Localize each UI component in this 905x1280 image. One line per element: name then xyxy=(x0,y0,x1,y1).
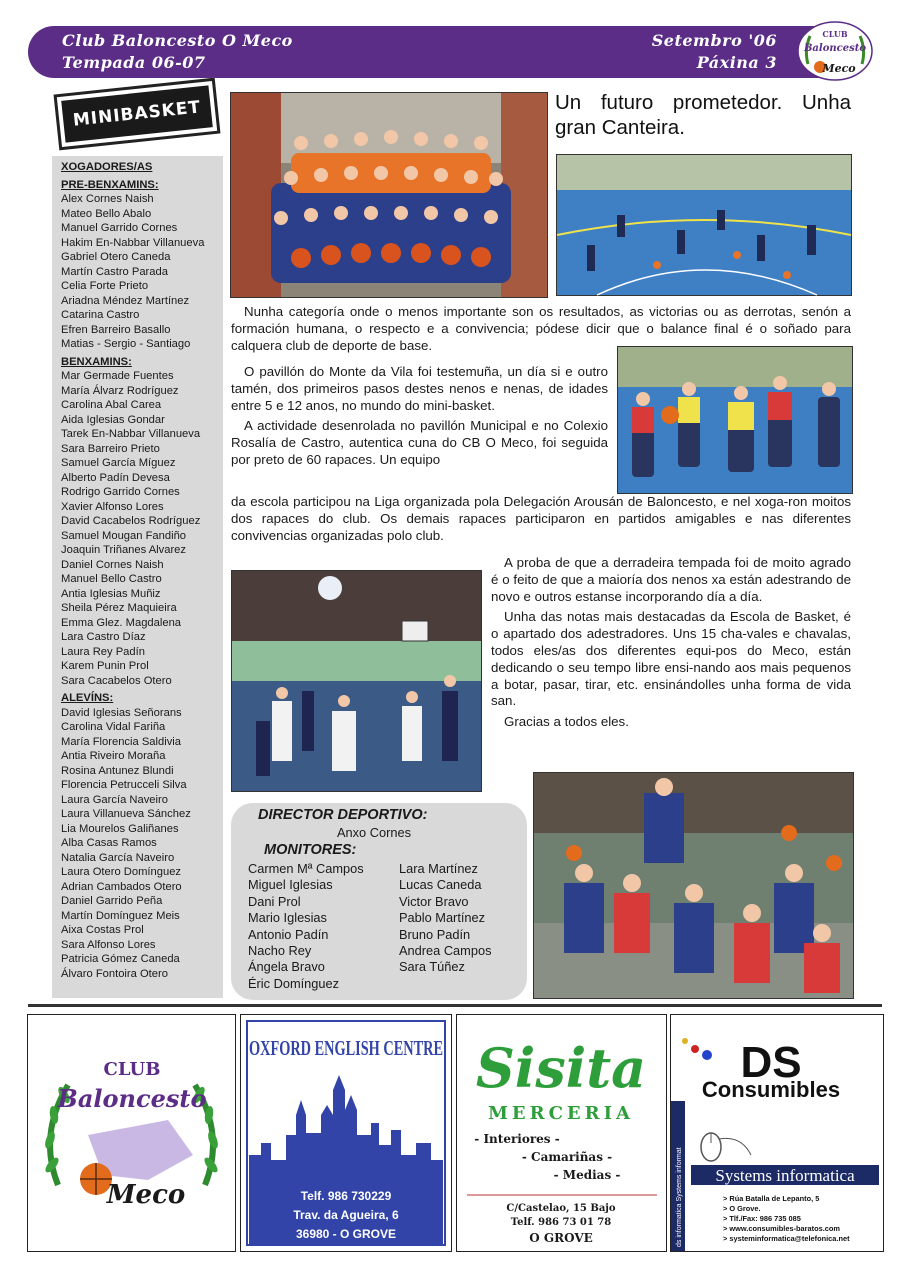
svg-text:> O Grove.: > O Grove. xyxy=(723,1204,761,1213)
svg-text:Sisita: Sisita xyxy=(475,1036,647,1100)
list-item: Lucas Caneda xyxy=(399,877,482,893)
list-item: Antonio Padín xyxy=(248,926,329,942)
list-item: Martín Domínguez Meis xyxy=(61,909,180,922)
list-item: David Iglesias Señorans xyxy=(61,706,182,719)
list-item: Ángela Bravo xyxy=(248,959,325,975)
list-item: Laura Otero Domínguez xyxy=(61,866,182,878)
staff-box xyxy=(231,803,527,1000)
list-item: Alberto Padín Devesa xyxy=(61,471,170,484)
list-item: Sara Túñez xyxy=(399,959,465,975)
list-item: Antia Riveiro Moraña xyxy=(61,750,166,762)
svg-text:Trav. da Agueira, 6: Trav. da Agueira, 6 xyxy=(293,1208,399,1222)
list-item: Lara Castro Díaz xyxy=(61,631,146,643)
list-item: David Cacabelos Rodríguez xyxy=(61,515,201,527)
team-photo xyxy=(230,92,548,298)
article-paragraph: Unha das notas mais destacadas da Escola de Basket, é o apartado dos adestradores. Uns 15 cha-vales e chavalas, todos eles/as dos diferentes equi-pos do Meco, están dedicando o seu tempo libre ensi-nando aos mais pequenos a botar, pasar, tirar, etc. ensinándolles unha forma de vida san. xyxy=(491,609,851,709)
list-item: Antia Iglesias Muñiz xyxy=(61,587,161,600)
director-name: Anxo Cornes xyxy=(337,825,411,840)
article-paragraph: Gracias a todos eles. xyxy=(504,714,629,730)
list-item: Carolina Abal Carea xyxy=(61,399,162,411)
list-item: Gabriel Otero Caneda xyxy=(61,251,171,263)
list-item: Emma Glez. Magdalena xyxy=(61,616,182,629)
svg-text:Meco: Meco xyxy=(106,1180,186,1210)
list-item: Lara Martínez xyxy=(399,861,478,876)
article-paragraph: da escola participou na Liga organizada pola Delegación Arousán de Baloncesto, e nel xoga-ron moitos dos rapaces do club. Os demais rapaces participaron en partidos amigables e nas diferentes convivencias organizadas polo club. xyxy=(231,494,851,543)
ad-oxford-english-centre xyxy=(240,1014,452,1252)
list-item: Martín Castro Parada xyxy=(61,265,168,278)
list-item: Hakim En-Nabbar Villanueva xyxy=(61,236,205,249)
list-item: Alba Casas Ramos xyxy=(61,837,157,849)
list-item: Xavier Alfonso Lores xyxy=(61,500,164,513)
header-left xyxy=(62,30,293,74)
list-item: Samuel García Míguez xyxy=(61,457,176,469)
list-item: Aixa Costas Prol xyxy=(61,924,144,936)
list-item: Natalia García Naveiro xyxy=(61,851,175,864)
ad-club-logo xyxy=(27,1014,236,1252)
svg-text:Systems informatica: Systems informatica xyxy=(715,1166,855,1185)
header-right xyxy=(652,30,777,74)
page-number: Páxina 3 xyxy=(696,53,777,72)
list-item: María Florencia Saldivia xyxy=(61,735,182,748)
article-paragraph: O pavillón do Monte da Vila foi testemuña, un día si e outro tamén, dos primeiros pasos destes nenos e nenas, de idades entre 5 e 12 anos, no mundo do mini-basket. xyxy=(231,364,608,413)
list-item: Lia Mourelos Galiñanes xyxy=(61,822,179,835)
monitors-list-right xyxy=(399,861,491,976)
article-paragraph: A actividade desenrolada no pavillón Municipal e no Colexio Rosalía de Castro, autentica cuna do CB O Meco, foi seguida por preto de 60 rapaces. Un equipo xyxy=(231,418,608,467)
season-label: Tempada 06-07 xyxy=(62,53,206,72)
list-item: Rosina Antunez Blundi xyxy=(61,764,174,777)
mouse-icon xyxy=(701,1133,751,1161)
list-item: Celia Forte Prieto xyxy=(61,280,149,292)
list-item: Joaquin Triñanes Alvarez xyxy=(61,544,187,556)
svg-text:MERCERIA: MERCERIA xyxy=(488,1103,634,1124)
svg-text:O GROVE: O GROVE xyxy=(529,1231,593,1245)
article-paragraph: A proba de que a derradeira tempada foi de moito agrado é o feito de que a maioría dos nenos xa están adestrando de novo e outros estanse incorporando día a día. xyxy=(491,555,851,604)
director-label: DIRECTOR DEPORTIVO: xyxy=(258,807,428,823)
monitors-list-left xyxy=(248,861,364,992)
svg-text:ds informatica Systems infor: ds informatica Systems informat xyxy=(676,1147,683,1247)
list-item: Álvaro Fontoira Otero xyxy=(61,967,168,980)
ad-ds-consumibles xyxy=(670,1014,884,1252)
list-item: Patricia Gómez Caneda xyxy=(61,953,180,965)
gym-photo xyxy=(231,570,482,792)
club-logo-large-icon xyxy=(28,1015,235,1251)
list-item: Manuel Garrido Cornes xyxy=(61,222,178,234)
club-name: Club Baloncesto O Meco xyxy=(62,31,293,50)
svg-text:Telf. 986 73 01 78: Telf. 986 73 01 78 xyxy=(510,1217,612,1228)
svg-text:DS: DS xyxy=(740,1038,802,1087)
list-item: Ariadna Méndez Martínez xyxy=(61,294,190,307)
article-paragraph: Nunha categoría onde o menos importante son os resultados, as victorias ou as derrotas, senón a formación humana, o respecto e a convivencia; pódese dicir que o balance final é o soñado para calquera club de deporte de base. xyxy=(231,304,851,353)
list-item: Victor Bravo xyxy=(399,893,469,909)
svg-text:> www.consumibles-baratos.com: > www.consumibles-baratos.com xyxy=(723,1224,840,1233)
list-item: Laura Rey Padín xyxy=(61,645,145,658)
list-item: Bruno Padín xyxy=(399,926,471,942)
svg-text:> Tlf./Fax: 986 735 085: > Tlf./Fax: 986 735 085 xyxy=(723,1214,801,1223)
list-item: Carolina Vidal Fariña xyxy=(61,721,166,733)
svg-text:- Interiores -: - Interiores - xyxy=(474,1132,560,1146)
roster-group-label: PRE-BENXAMINS: xyxy=(61,178,159,191)
svg-text:- Camariñas -: - Camariñas - xyxy=(521,1150,613,1164)
list-item: Mateo Bello Abalo xyxy=(61,207,152,220)
divider-rule xyxy=(28,1004,882,1007)
list-item: Sara Cacabelos Otero xyxy=(61,674,172,687)
club-logo-icon xyxy=(796,20,874,82)
article-text-right xyxy=(491,555,851,735)
list-item: Dani Prol xyxy=(248,893,301,909)
svg-text:36980 - O GROVE: 36980 - O GROVE xyxy=(295,1227,397,1241)
roster-list-benxamins xyxy=(61,369,221,688)
headline: Un futuro prometedor. Unha gran Canteira. xyxy=(555,91,851,139)
svg-text:Telf. 986 730229: Telf. 986 730229 xyxy=(300,1189,392,1203)
list-item: Daniel Garrido Peña xyxy=(61,895,163,907)
list-item: Nacho Rey xyxy=(248,943,312,959)
list-item: Samuel Mougan Fandiño xyxy=(61,529,187,542)
list-item: Rodrigo Garrido Cornes xyxy=(61,486,180,498)
svg-text:Baloncesto: Baloncesto xyxy=(57,1084,207,1113)
list-item: Catarina Castro xyxy=(61,309,140,321)
list-item: Efren Barreiro Basallo xyxy=(61,323,171,336)
list-item: Florencia Petrucceli Silva xyxy=(61,779,187,791)
court-practice-photo xyxy=(556,154,852,296)
svg-text:Consumibles: Consumibles xyxy=(701,1077,841,1102)
svg-text:- Medias -: - Medias - xyxy=(553,1168,621,1182)
roster-title: XOGADORES/AS xyxy=(61,161,153,173)
svg-text:CLUB: CLUB xyxy=(103,1059,161,1080)
section-label-box xyxy=(54,78,221,151)
article-text-left xyxy=(231,364,608,473)
list-item: Sheila Pérez Maquieira xyxy=(61,602,177,614)
svg-text:OXFORD ENGLISH CENTRE: OXFORD ENGLISH CENTRE xyxy=(249,1036,443,1060)
svg-text:> systeminformatica@telefonica: > systeminformatica@telefonica.net xyxy=(723,1234,850,1243)
roster-panel xyxy=(52,156,223,998)
roster-list-pre-benxamins xyxy=(61,192,221,352)
roster-group-label: BENXAMINS: xyxy=(61,355,132,368)
list-item: Matias - Sergio - Santiago xyxy=(61,338,191,350)
list-item: Alex Cornes Naish xyxy=(61,193,154,205)
svg-text:> Rúa Batalla de Lepanto, 5: > Rúa Batalla de Lepanto, 5 xyxy=(723,1194,820,1203)
svg-text:C/Castelao, 15 Bajo: C/Castelao, 15 Bajo xyxy=(506,1203,616,1214)
roster-group-label: ALEVÍNS: xyxy=(61,692,114,704)
svg-text:Meco: Meco xyxy=(822,62,856,75)
ad-sisita-merceria xyxy=(456,1014,667,1252)
section-label: MINIBASKET xyxy=(61,85,213,142)
list-item: Éric Domínguez xyxy=(248,975,340,991)
list-item: Daniel Cornes Naish xyxy=(61,558,164,571)
list-item: Mario Iglesias xyxy=(248,910,327,926)
players-photo xyxy=(617,346,853,494)
list-item: Sara Alfonso Lores xyxy=(61,938,156,951)
list-item: Carmen Mª Campos xyxy=(248,861,364,876)
list-item: Aida Iglesias Gondar xyxy=(61,413,165,426)
list-item: Adrian Cambados Otero xyxy=(61,880,182,893)
list-item: Tarek En-Nabbar Villanueva xyxy=(61,428,201,440)
monitors-label: MONITORES: xyxy=(264,842,357,858)
article-text-wide xyxy=(231,494,851,548)
svg-text:Baloncesto: Baloncesto xyxy=(803,43,867,54)
list-item: Karem Punin Prol xyxy=(61,660,149,672)
list-item: Miguel Iglesias xyxy=(248,877,333,893)
list-item: Manuel Bello Castro xyxy=(61,573,162,585)
issue-date: Setembro '06 xyxy=(651,31,777,50)
list-item: Laura Villanueva Sánchez xyxy=(61,808,191,820)
list-item: Laura García Naveiro xyxy=(61,793,168,806)
svg-text:CLUB: CLUB xyxy=(822,29,848,39)
group-photo xyxy=(533,772,854,999)
list-item: Andrea Campos xyxy=(399,943,492,959)
roster-list-alevins xyxy=(61,706,221,982)
list-item: María Álvarz Rodríguez xyxy=(61,384,179,397)
list-item: Sara Barreiro Prieto xyxy=(61,442,160,455)
list-item: Mar Germade Fuentes xyxy=(61,370,174,382)
list-item: Pablo Martínez xyxy=(399,910,486,926)
